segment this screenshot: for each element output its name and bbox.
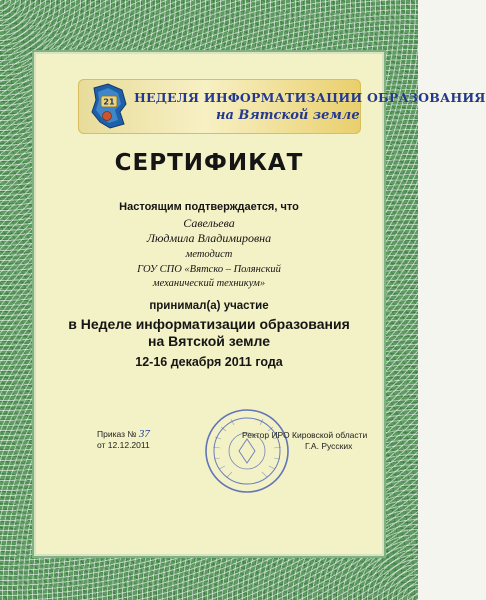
recipient-names: Людмила Владимировна	[146, 231, 272, 245]
organization-line-2: механический техникум»	[152, 278, 266, 289]
event-dates: 12-16 декабря 2011 года	[135, 355, 283, 369]
banner-subtitle: на Вятской земле	[216, 108, 360, 123]
certificate-title: СЕРТИФИКАТ	[114, 150, 304, 176]
participation-text: принимал(а) участие	[149, 300, 269, 312]
order-date: от 12.12.2011	[97, 440, 150, 450]
event-name-line-1: в Неделе информатизации образования	[68, 316, 350, 332]
order-reference	[97, 428, 150, 440]
order-number: 37	[138, 428, 150, 440]
recipient-surname: Савельева	[183, 216, 235, 230]
rector-title: Ректор ИРО Кировской области	[242, 430, 368, 440]
recipient-position: методист	[185, 249, 233, 260]
logo-number: 21	[103, 97, 115, 107]
order-label: Приказ №	[97, 429, 137, 439]
kirov-region-logo	[88, 82, 130, 132]
confirmation-text: Настоящим подтверждается, что	[119, 201, 299, 213]
official-seal	[203, 407, 291, 495]
banner-title: НЕДЕЛЯ ИНФОРМАТИЗАЦИИ ОБРАЗОВАНИЯ	[134, 90, 486, 105]
organization-line-1: ГОУ СПО «Вятско – Полянский	[137, 264, 281, 275]
event-name-line-2: на Вятской земле	[148, 333, 270, 349]
rector-name: Г.А. Русских	[305, 441, 353, 451]
